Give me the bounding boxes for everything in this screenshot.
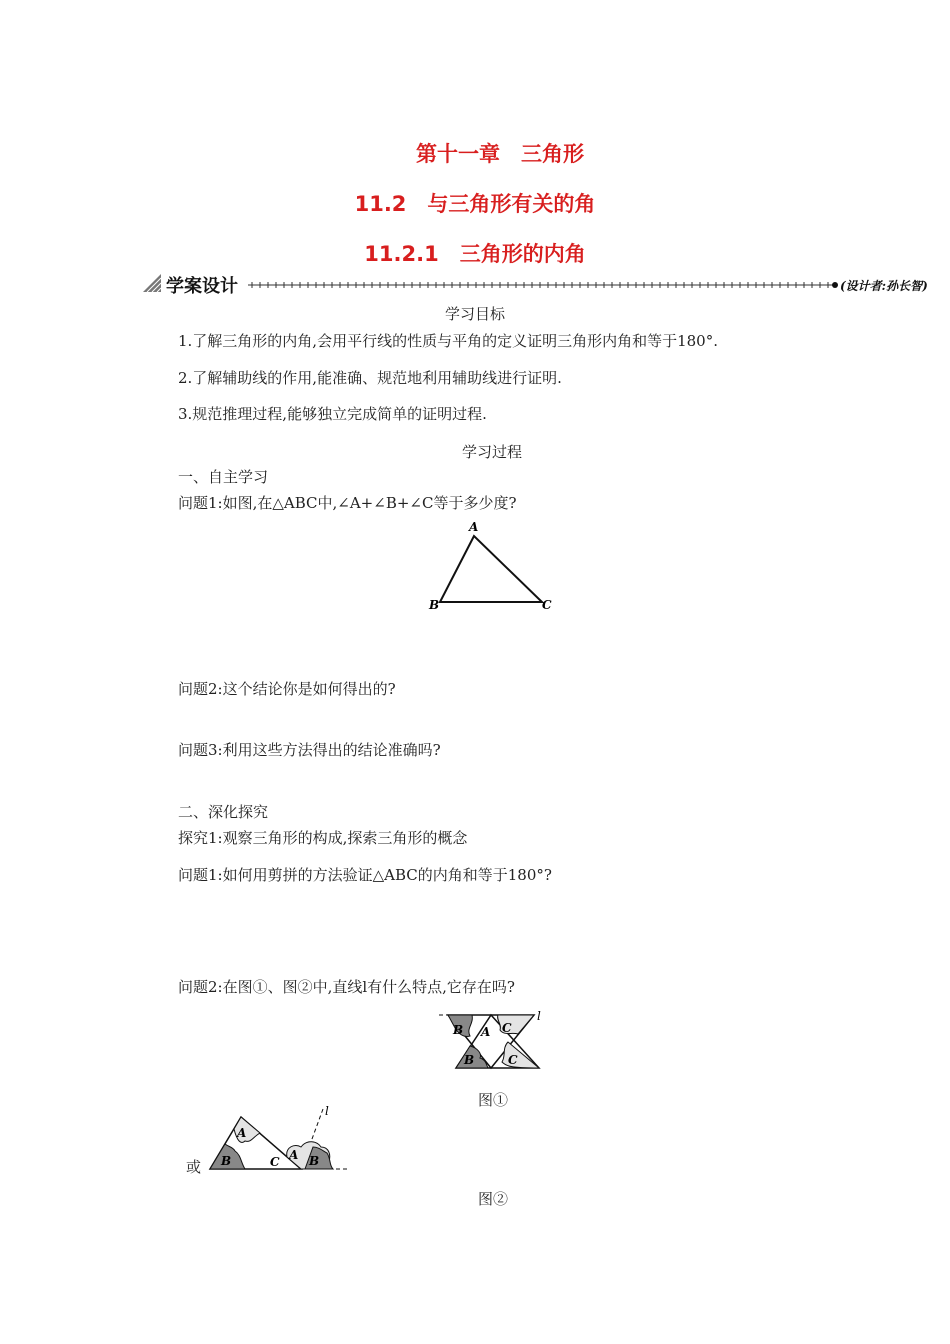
- explore-question-1: 问题1:如何用剪拼的方法验证△ABC的内角和等于180°?: [178, 866, 552, 884]
- figure-2: [205, 1103, 355, 1173]
- figure-2-caption: 图②: [478, 1190, 509, 1208]
- question-1: 问题1:如图,在△ABC中,∠A+∠B+∠C等于多少度?: [178, 494, 517, 512]
- goals-heading: 学习目标: [444, 305, 505, 323]
- fig1-c-bottom: C: [508, 1053, 518, 1067]
- section-title: 11.2 与三角形有关的角: [354, 192, 596, 216]
- goal-item-3: 3.规范推理过程,能够独立完成简单的证明过程.: [178, 405, 487, 423]
- vertex-c-label: C: [542, 598, 552, 612]
- question-2: 问题2:这个结论你是如何得出的?: [178, 680, 396, 698]
- fig2-b-left: B: [221, 1154, 232, 1168]
- explore-question-2: 问题2:在图①、图②中,直线l有什么特点,它存在吗?: [178, 978, 515, 996]
- banner-designer: (设计者:孙长智): [840, 279, 928, 293]
- subsection-title: 11.2.1 三角形的内角: [364, 242, 586, 266]
- part2-title: 二、深化探究: [178, 803, 269, 821]
- fig2-line-label: l: [325, 1104, 329, 1118]
- fig2-b-right: B: [309, 1154, 320, 1168]
- fig2-a-left: A: [237, 1126, 247, 1140]
- explore-1: 探究1:观察三角形的构成,探索三角形的概念: [178, 829, 468, 847]
- fig2-a-right: A: [289, 1148, 299, 1162]
- banner-label: 学案设计: [166, 276, 238, 297]
- banner-dotted-line: [248, 278, 840, 292]
- vertex-b-label: B: [429, 598, 440, 612]
- part1-title: 一、自主学习: [178, 468, 269, 486]
- fig1-line-label: l: [537, 1009, 541, 1023]
- goal-item-2: 2.了解辅助线的作用,能准确、规范地利用辅助线进行证明.: [178, 369, 562, 387]
- fig1-b-bottom: B: [464, 1053, 475, 1067]
- triangle-abc-figure: [425, 518, 555, 614]
- fig1-a-label: A: [481, 1025, 491, 1039]
- fig2-c-label: C: [270, 1155, 280, 1169]
- banner-stripes-icon: [143, 274, 165, 294]
- question-3: 问题3:利用这些方法得出的结论准确吗?: [178, 741, 441, 759]
- vertex-a-label: A: [469, 520, 479, 534]
- design-banner: [143, 272, 948, 296]
- process-heading: 学习过程: [461, 443, 522, 461]
- or-label: 或: [186, 1158, 202, 1176]
- fig1-c-top: C: [502, 1021, 512, 1035]
- figure-1: [436, 1006, 548, 1072]
- chapter-title: 第十一章 三角形: [416, 142, 584, 166]
- goal-item-1: 1.了解三角形的内角,会用平行线的性质与平角的定义证明三角形内角和等于180°.: [178, 332, 718, 350]
- fig1-b-top: B: [453, 1023, 464, 1037]
- figure-1-caption: 图①: [478, 1091, 509, 1109]
